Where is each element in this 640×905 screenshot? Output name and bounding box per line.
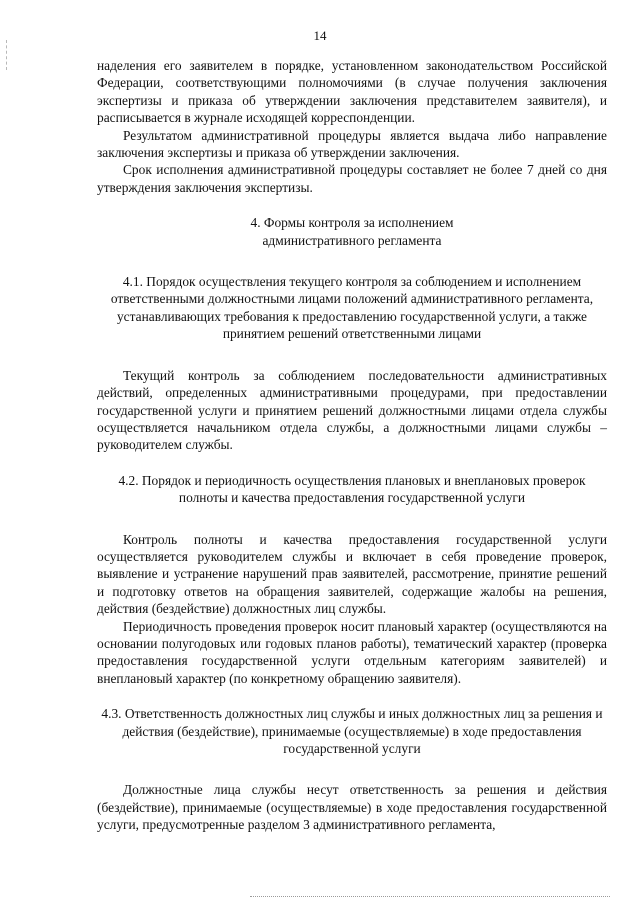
section-4-title-line-2: административного регламента [262,232,442,248]
paragraph-responsibility: Должностные лица службы несут ответственность за решения и действия (бездействие), принимаемые (осуществляемые) в ходе предоставления государственной услуги, предусмотренные разделом 3 административного регламента, [97,782,607,833]
subsection-4-1-title: 4.1. Порядок осуществления текущего контроля за соблюдением и исполнением ответственными должностными лицами положений административного регламента, устанавливающих требования к предоставлению государственной услуги, а также принятием решений ответственными лицами [110,274,594,342]
paragraph-result: Результатом административной процедуры является выдача либо направление заключения экспертизы и приказа об утверждении заключения. [97,127,607,161]
scan-margin-marks [6,40,9,70]
subsection-4-3-title: 4.3. Ответственность должностных лиц службы и иных должностных лиц за решения и действия (бездействие), принимаемые (осуществляемые) в ходе предоставления государственной услуги [101,706,603,756]
section-4-title-line-1: 4. Формы контроля за исполнением [250,215,454,231]
scan-bottom-noise [250,896,610,898]
paragraph-deadline: Срок исполнения административной процедуры составляет не более 7 дней со дня утверждения заключения экспертизы. [97,162,607,195]
paragraph-continuation: наделения его заявителем в порядке, установленном законодательством Российской Федерации, соответствующими полномочиями (в случае получения заключения экспертизы и приказа об утверждении заключения представителем заявителя), и расписывается в журнале исходящей корреспонденции. [97,58,607,126]
paragraph-quality-control: Контроль полноты и качества предоставления государственной услуги осуществляется руководителем службы и включает в себя проведение проверок, выявление и устранение нарушений прав заявителей, рассмотрение, принятие решений и подготовку ответов на обращения заявителей, содержащие жалобы на решения, действия (бездействие) должностных лиц службы. [97,531,607,617]
subsection-4-2-title: 4.2. Порядок и периодичность осуществления плановых и внеплановых проверок полноты и качества предоставления государственной услуги [118,472,586,506]
page-content [97,57,607,834]
paragraph-inspection-frequency: Периодичность проведения проверок носит плановый характер (осуществляются на основании полугодовых или годовых планов работы), тематический характер (проверка предоставления государственной услуги отдельным категориям заявителей) и внеплановый характер (по конкретному обращению заявителя). [97,618,607,686]
page-number: 14 [313,28,327,43]
paragraph-current-control: Текущий контроль за соблюдением последовательности административных действий, определенных административными процедурами, при предоставлении государственной услуги и принятием решений должностными лицами отдела службы осуществляется начальником отдела службы, а должностными лицами службы – руководителем службы. [97,367,607,453]
